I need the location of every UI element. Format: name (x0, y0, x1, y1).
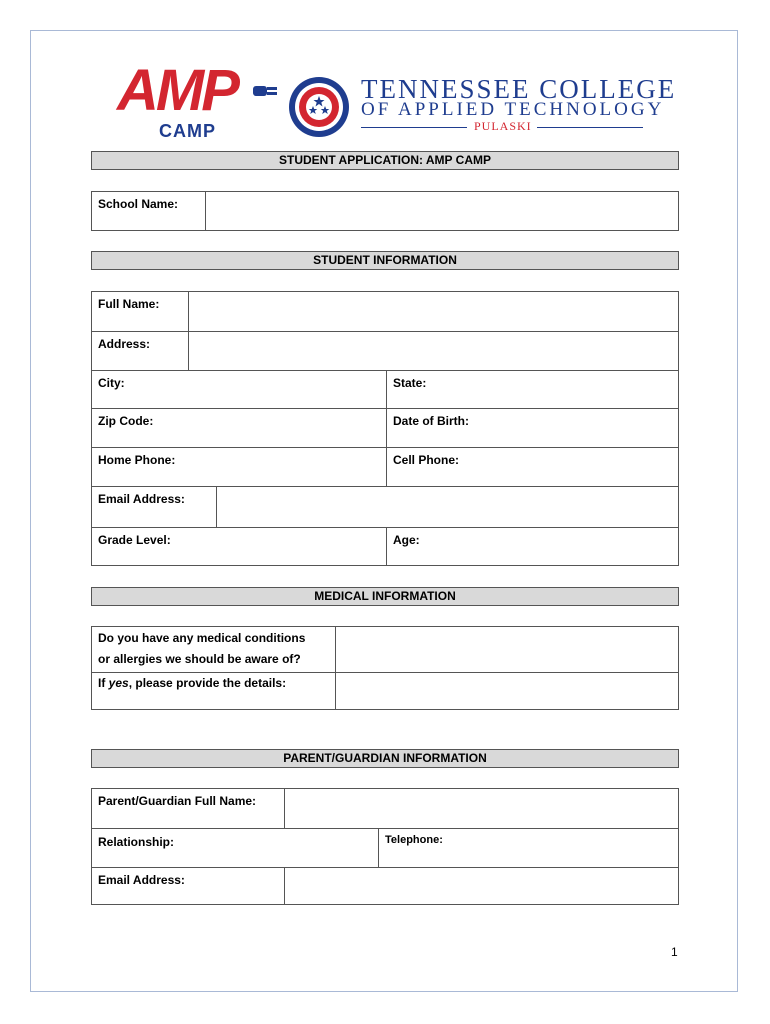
parent-email-label: Email Address: (98, 873, 185, 887)
parent-full-name-field[interactable] (284, 789, 678, 828)
student-information-table (91, 291, 679, 566)
medical-details-label (92, 673, 335, 709)
zip-code-field[interactable]: Zip Code: (98, 414, 154, 428)
telephone-field[interactable]: Telephone: (378, 829, 678, 867)
medical-question-label (92, 627, 335, 672)
medical-question-line1: Do you have any medical conditions (98, 631, 306, 645)
medical-details-suffix: , please provide the details: (128, 676, 287, 690)
address-row (92, 331, 678, 370)
relationship-telephone-row (92, 828, 678, 867)
grade-age-row (92, 527, 678, 565)
tennessee-seal-icon (287, 75, 351, 139)
city-state-row (92, 370, 678, 408)
state-field[interactable]: State: (386, 371, 678, 408)
cell-phone-field[interactable]: Cell Phone: (386, 448, 678, 486)
phone-row (92, 447, 678, 486)
age-field[interactable]: Age: (386, 528, 678, 565)
medical-details-field[interactable] (335, 673, 678, 709)
tcat-logo-line2: OF APPLIED TECHNOLOGY (361, 99, 665, 120)
parent-email-field[interactable] (284, 868, 678, 904)
tcat-logo-rule-left (361, 127, 467, 128)
tcat-logo-rule-right (537, 127, 643, 128)
student-information-bar: STUDENT INFORMATION (91, 251, 679, 270)
city-field[interactable]: City: (98, 376, 125, 390)
relationship-field[interactable]: Relationship: (98, 835, 175, 849)
parent-full-name-label: Parent/Guardian Full Name: (98, 794, 257, 808)
date-of-birth-field[interactable]: Date of Birth: (386, 409, 678, 447)
email-row (92, 486, 678, 527)
email-address-label: Email Address: (98, 492, 185, 506)
email-address-field[interactable] (216, 487, 678, 527)
amp-logo-word: AMP (117, 58, 237, 123)
plug-icon (253, 78, 281, 104)
tcat-logo-campus: PULASKI (474, 119, 532, 133)
school-name-row (92, 192, 678, 230)
medical-details-prefix: If (98, 676, 109, 690)
medical-question-row (92, 627, 678, 672)
home-phone-field[interactable]: Home Phone: (98, 453, 176, 467)
page-number: 1 (671, 945, 678, 959)
medical-question-line2: or allergies we should be aware of? (98, 652, 301, 666)
parent-guardian-table (91, 788, 679, 905)
tcat-logo-line1: TENNESSEE COLLEGE (361, 74, 677, 104)
full-name-row (92, 292, 678, 331)
parent-guardian-information-bar: PARENT/GUARDIAN INFORMATION (91, 749, 679, 768)
amp-camp-logo (117, 58, 277, 142)
grade-level-field[interactable]: Grade Level: (98, 533, 171, 547)
address-field[interactable] (188, 332, 678, 370)
address-label: Address: (98, 337, 151, 351)
amp-logo-camp: CAMP (159, 121, 216, 141)
zip-dob-row (92, 408, 678, 447)
medical-conditions-field[interactable] (335, 627, 678, 672)
school-name-table (91, 191, 679, 231)
medical-details-row (92, 672, 678, 709)
form-title-bar: STUDENT APPLICATION: AMP CAMP (91, 151, 679, 170)
medical-information-table (91, 626, 679, 710)
parent-email-row (92, 867, 678, 904)
school-name-label: School Name: (98, 197, 179, 211)
medical-details-yes: yes (108, 676, 129, 690)
full-name-label: Full Name: (98, 297, 160, 311)
full-name-field[interactable] (188, 292, 678, 331)
parent-name-row (92, 789, 678, 828)
school-name-field[interactable] (205, 192, 678, 230)
medical-information-bar: MEDICAL INFORMATION (91, 587, 679, 606)
